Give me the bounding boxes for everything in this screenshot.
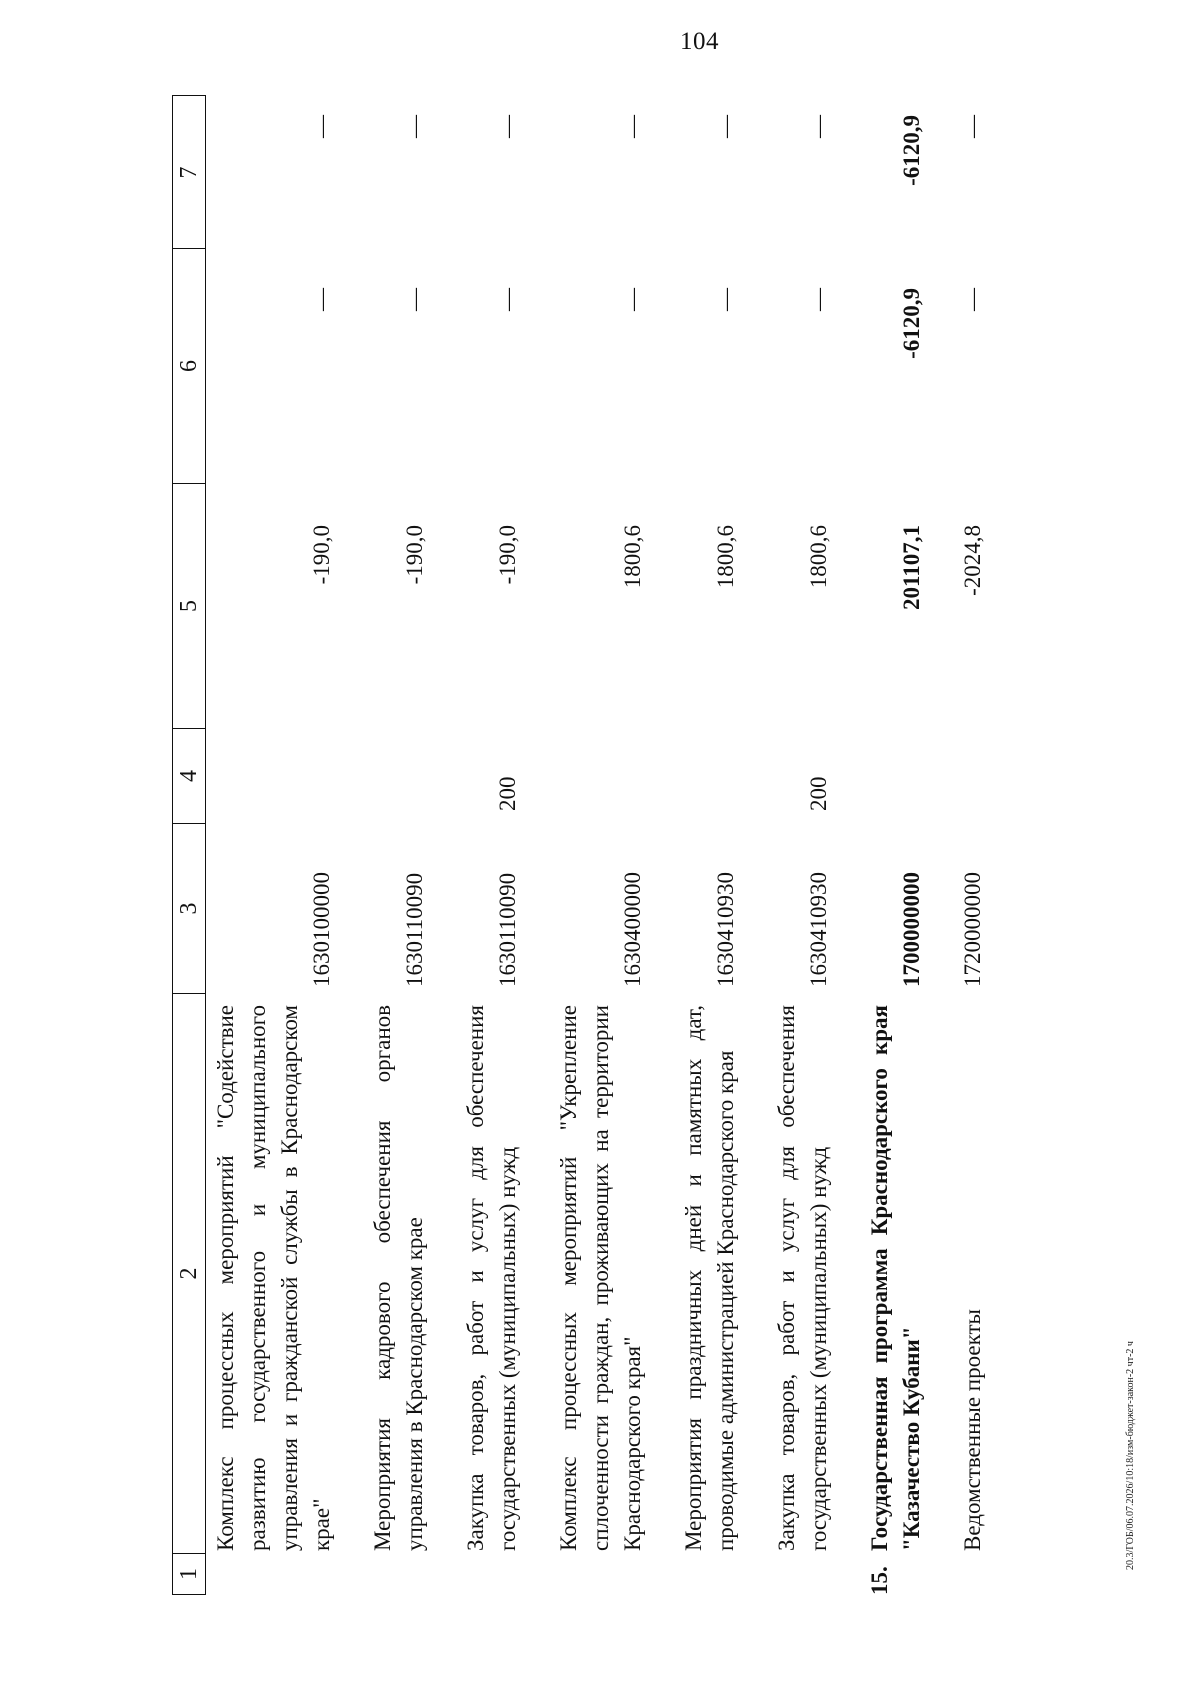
row-value-col5: -190,0 — [309, 525, 334, 585]
row-number — [206, 1555, 338, 1595]
row-number — [767, 1555, 835, 1595]
row-value-col7: — — [960, 115, 985, 138]
row-name: Комплекс процессных мероприятий "Укрепление сплоченности граждан, проживающих на территории Краснодарского края" — [556, 1005, 645, 1551]
row-name: Государственная программа Краснодарского края "Казачество Кубани" — [867, 1005, 924, 1551]
row-value-col7: — — [806, 115, 831, 138]
page-number: 104 — [680, 28, 719, 55]
table-row — [206, 95, 338, 1595]
row-name: Закупка товаров, работ и услуг для обеспечения государственных (муниципальных) нужд — [463, 1005, 520, 1551]
row-value-col6: — — [309, 288, 334, 311]
row-value-col7: — — [309, 115, 334, 138]
row-name: Закупка товаров, работ и услуг для обеспечения государственных (муниципальных) нужд — [774, 1005, 831, 1551]
row-code: 1630100000 — [309, 872, 334, 987]
row-value-col6: — — [713, 288, 738, 311]
row-value-col5: -190,0 — [495, 525, 520, 585]
row-value-col5: 201107,1 — [899, 525, 924, 610]
row-value-col5: -190,0 — [402, 525, 427, 585]
row-name: Мероприятия праздничных дней и памятных дат, проводимые администрацией Краснодарского края — [681, 1005, 738, 1551]
row-name: Ведомственные проекты — [960, 1309, 985, 1551]
row-value-col5: -2024,8 — [960, 525, 985, 596]
table-row — [549, 95, 649, 1595]
row-value-col6: — — [960, 288, 985, 311]
row-number — [363, 1555, 431, 1595]
header-col-1: 1 — [175, 1568, 202, 1580]
row-value-col6: — — [620, 288, 645, 311]
row-number — [549, 1555, 649, 1595]
row-code: 1630400000 — [620, 872, 645, 987]
table-row — [363, 95, 431, 1595]
row-value-col7: -6120,9 — [899, 115, 924, 186]
row-name: Мероприятия кадрового обеспечения органов управления в Краснодарском крае — [370, 1005, 427, 1551]
header-col-5: 5 — [173, 484, 205, 729]
header-col-7: 7 — [173, 97, 205, 249]
row-type: 200 — [806, 776, 831, 811]
row-name: Комплекс процессных мероприятий "Содействие развитию государственного и муниципального управления и гражданской службы в Краснодарском крае" — [213, 1005, 334, 1551]
table-row — [674, 95, 742, 1595]
row-number: 15. — [867, 1566, 892, 1595]
row-value-col7: — — [402, 115, 427, 138]
row-number — [456, 1555, 524, 1595]
row-value-col7: — — [620, 115, 645, 138]
table-header — [172, 95, 206, 1595]
row-value-col5: 1800,6 — [713, 525, 738, 589]
table-row — [767, 95, 835, 1595]
header-col-4: 4 — [173, 729, 205, 824]
row-value-col6: — — [402, 288, 427, 311]
row-code: 1630410930 — [806, 872, 831, 987]
header-col-3: 3 — [173, 824, 205, 994]
row-number — [674, 1555, 742, 1595]
row-code: 1720000000 — [960, 872, 985, 987]
document-footer-code: 20.3/ГОБ/06.07.2026/10:18/изм-бюджет-закон-2 чт-2 ч — [1125, 1341, 1136, 1570]
row-value-col6: — — [806, 288, 831, 311]
row-value-col6: -6120,9 — [899, 288, 924, 359]
header-col-2: 2 — [173, 994, 205, 1554]
row-value-col7: — — [495, 115, 520, 138]
table-body — [206, 95, 989, 1595]
row-type: 200 — [495, 776, 520, 811]
table-row — [953, 95, 989, 1595]
row-code: 1630110090 — [402, 872, 427, 987]
row-value-col5: 1800,6 — [806, 525, 831, 589]
row-value-col6: — — [495, 288, 520, 311]
table-row — [456, 95, 524, 1595]
row-number — [953, 1555, 989, 1595]
table-row-program — [860, 95, 928, 1595]
header-col-6: 6 — [173, 249, 205, 484]
row-code: 1700000000 — [899, 872, 924, 987]
row-value-col7: — — [713, 115, 738, 138]
row-code: 1630110090 — [495, 872, 520, 987]
row-value-col5: 1800,6 — [620, 525, 645, 589]
row-code: 1630410930 — [713, 872, 738, 987]
budget-table — [172, 95, 1052, 1595]
